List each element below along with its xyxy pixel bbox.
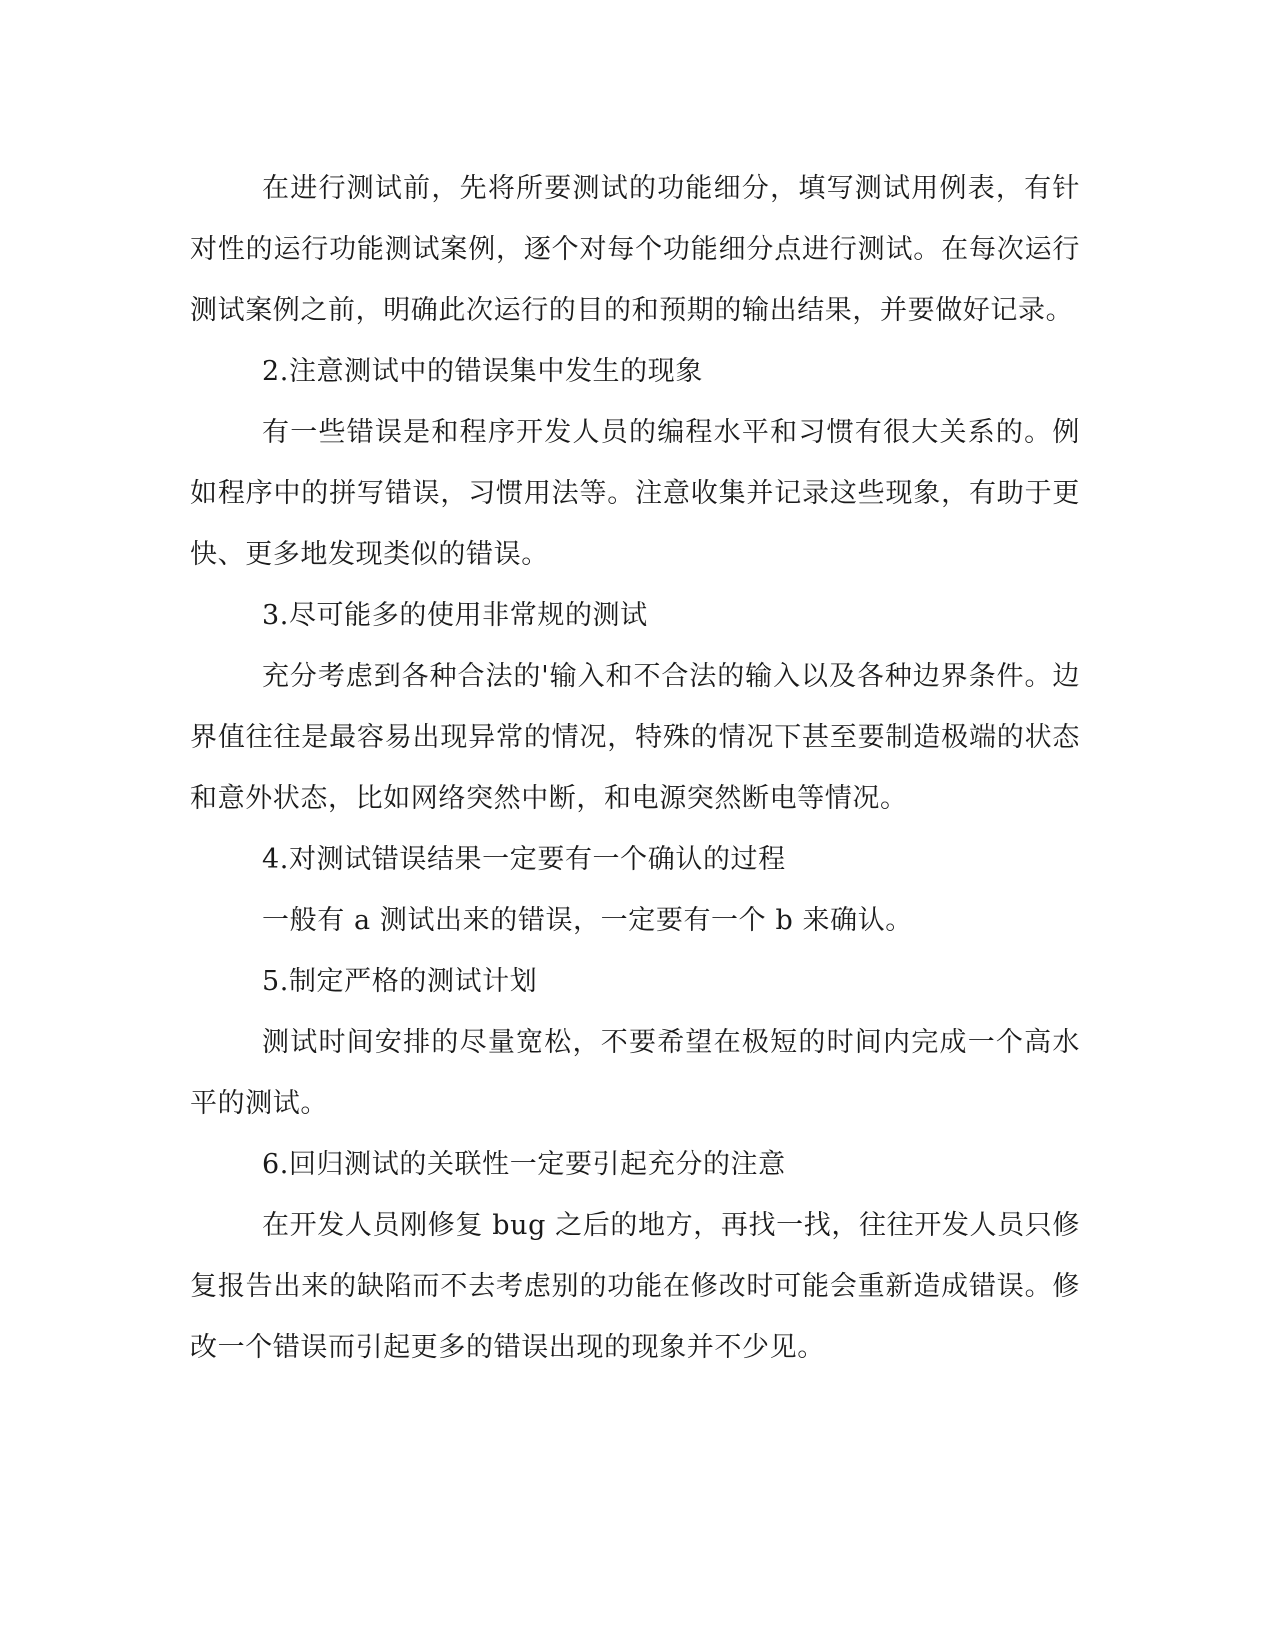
paragraph-confirm-errors: 一般有 a 测试出来的错误，一定要有一个 b 来确认。 [262,905,913,936]
document-body [190,158,1080,1378]
paragraph-test-plan: 测试时间安排的尽量宽松，不要希望在极短的时间内完成一个高水平的测试。 [190,1027,1080,1119]
paragraph-unconventional-tests: 充分考虑到各种合法的'输入和不合法的输入以及各种边界条件。边界值往往是最容易出现异常的情况，特殊的情况下甚至要制造极端的状态和意外状态，比如网络突然中断，和电源突然断电等情况。 [190,661,1080,814]
heading-error-clustering: 2.注意测试中的错误集中发生的现象 [262,356,703,387]
heading-test-plan: 5.制定严格的测试计划 [262,966,538,997]
paragraph-regression-testing: 在开发人员刚修复 bug 之后的地方，再找一找，往往开发人员只修复报告出来的缺陷而不去考虑别的功能在修改时可能会重新造成错误。修改一个错误而引起更多的错误出现的现象并不少见。 [190,1210,1080,1363]
heading-regression-testing: 6.回归测试的关联性一定要引起充分的注意 [262,1149,786,1180]
heading-unconventional-tests: 3.尽可能多的使用非常规的测试 [262,600,648,631]
paragraph-test-case-intro: 在进行测试前，先将所要测试的功能细分，填写测试用例表，有针对性的运行功能测试案例，逐个对每个功能细分点进行测试。在每次运行测试案例之前，明确此次运行的目的和预期的输出结果，并要做好记录。 [190,173,1080,326]
heading-confirm-errors: 4.对测试错误结果一定要有一个确认的过程 [262,844,786,875]
paragraph-error-clustering: 有一些错误是和程序开发人员的编程水平和习惯有很大关系的。例如程序中的拼写错误，习惯用法等。注意收集并记录这些现象，有助于更快、更多地发现类似的错误。 [190,417,1080,570]
